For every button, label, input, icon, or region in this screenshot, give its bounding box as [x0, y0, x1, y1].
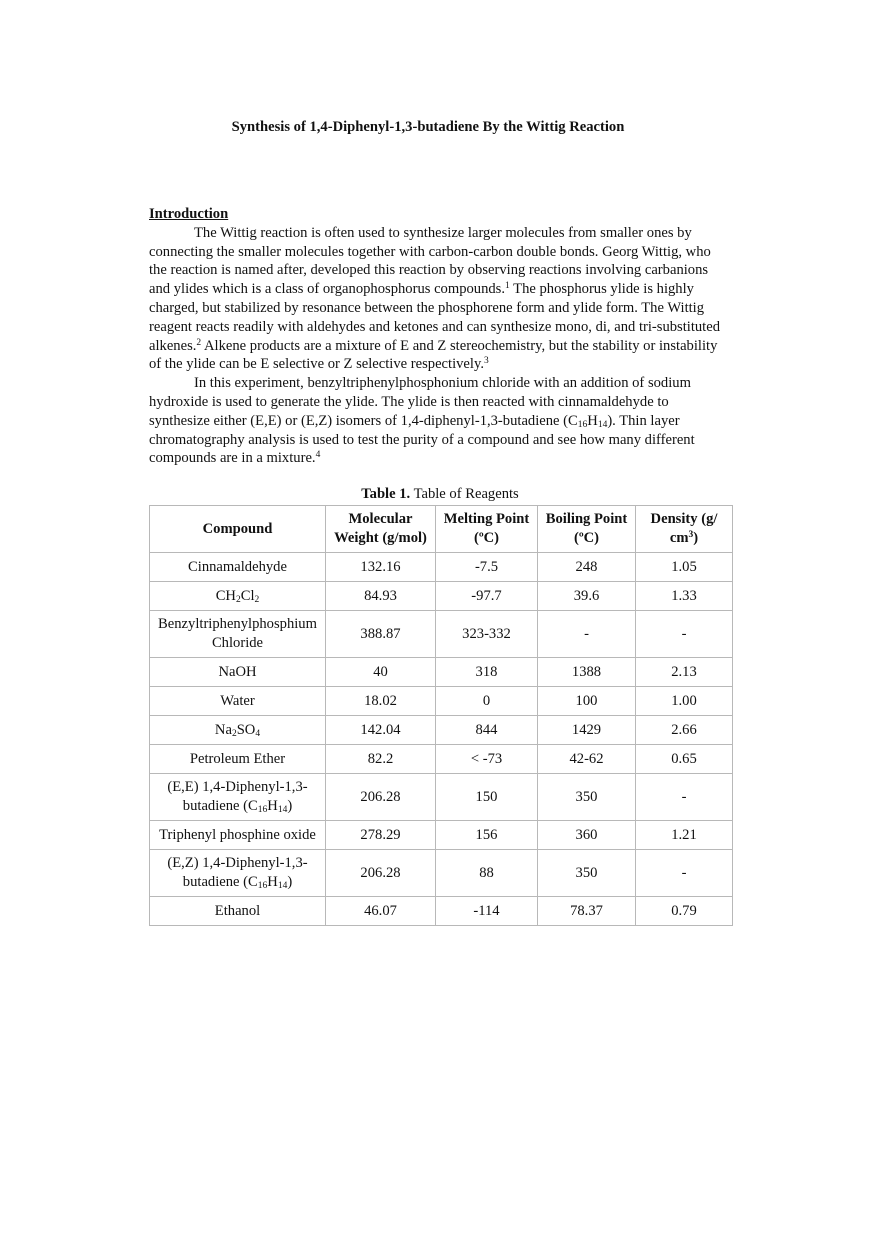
table-row — [150, 774, 733, 821]
density-cell: - — [636, 850, 733, 897]
melting-point-cell: -97.7 — [436, 582, 538, 611]
molecular-weight-cell: 84.93 — [326, 582, 436, 611]
melting-point-cell: 156 — [436, 821, 538, 850]
molecular-weight-cell: 206.28 — [326, 774, 436, 821]
molecular-weight-cell: 388.87 — [326, 611, 436, 658]
reference-3: 3 — [483, 356, 489, 367]
paragraph-text: Alkene products are a mixture of E and Z stereochemistry, but the stability or instability of the ylide can be E selective or Z selective respectively. — [149, 337, 718, 373]
melting-point-cell: 323-332 — [436, 611, 538, 658]
compound-cell: NaOH — [150, 658, 326, 687]
header-melting-point: Melting Point (ºC) — [436, 506, 538, 553]
table-caption-text: Table of Reagents — [410, 486, 519, 502]
molecular-weight-cell: 18.02 — [326, 687, 436, 716]
boiling-point-cell: 100 — [538, 687, 636, 716]
compound-cell: Cinnamaldehyde — [150, 553, 326, 582]
subscript: 14 — [597, 419, 608, 430]
paragraph-text: ). Thin layer chromatography analysis is used to test the purity of a compound and see how many different compounds are in a mixture. — [149, 412, 695, 467]
boiling-point-cell: 1429 — [538, 716, 636, 745]
molecular-weight-cell: 142.04 — [326, 716, 436, 745]
table-row — [150, 716, 733, 745]
melting-point-cell: -7.5 — [436, 553, 538, 582]
table-row — [150, 582, 733, 611]
subscript: 16 — [577, 419, 588, 430]
compound-cell: Ethanol — [150, 897, 326, 926]
density-cell: - — [636, 774, 733, 821]
density-cell: 2.66 — [636, 716, 733, 745]
molecular-weight-cell: 278.29 — [326, 821, 436, 850]
molecular-weight-cell: 132.16 — [326, 553, 436, 582]
boiling-point-cell: 1388 — [538, 658, 636, 687]
table-caption-label: Table 1. — [361, 486, 411, 502]
table-row — [150, 821, 733, 850]
melting-point-cell: -114 — [436, 897, 538, 926]
reference-2: 2 — [196, 337, 202, 348]
density-cell: 0.79 — [636, 897, 733, 926]
introduction-section — [149, 205, 731, 468]
melting-point-cell: 150 — [436, 774, 538, 821]
reference-1: 1 — [505, 281, 510, 292]
melting-point-cell: < -73 — [436, 745, 538, 774]
table-row — [150, 897, 733, 926]
header-boiling-point: Boiling Point (ºC) — [538, 506, 636, 553]
table-row — [150, 611, 733, 658]
paragraph-text: In this experiment, benzyltriphenylphosphonium chloride with an addition of sodium hydroxide is used to generate the ylide. The ylide is then reacted with cinnamaldehyde to synthesize either (E,E) or (E,Z) isomers of 1,4-diphenyl-1,3-butadiene (C — [149, 375, 691, 429]
table-row — [150, 850, 733, 897]
compound-cell: (E,E) 1,4-Diphenyl-1,3- butadiene $(C_{16}H_{14})$ — [150, 774, 326, 821]
table-header-row — [150, 506, 733, 553]
density-cell: 0.65 — [636, 745, 733, 774]
reference-4: 4 — [315, 450, 321, 461]
boiling-point-cell: 360 — [538, 821, 636, 850]
header-density: Density (g/ $cm^3$) — [636, 506, 733, 553]
compound-cell: Petroleum Ether — [150, 745, 326, 774]
compound-cell: Benzyltriphenylphosphium Chloride — [150, 611, 326, 658]
introduction-paragraph-2 — [149, 374, 731, 468]
boiling-point-cell: - — [538, 611, 636, 658]
boiling-point-cell: 248 — [538, 553, 636, 582]
density-cell: - — [636, 611, 733, 658]
density-cell: 1.33 — [636, 582, 733, 611]
compound-cell: (E,Z) 1,4-Diphenyl-1,3- butadiene $(C_{16}H_{14})$ — [150, 850, 326, 897]
table-caption — [149, 486, 731, 503]
introduction-paragraph-1 — [149, 224, 731, 374]
melting-point-cell: 0 — [436, 687, 538, 716]
introduction-heading: Introduction — [149, 206, 229, 222]
table-row — [150, 687, 733, 716]
molecular-weight-cell: 40 — [326, 658, 436, 687]
melting-point-cell: 844 — [436, 716, 538, 745]
document-title: Synthesis of 1,4-Diphenyl-1,3-butadiene By the Wittig Reaction — [231, 119, 625, 135]
table-row — [150, 553, 733, 582]
compound-cell: Water — [150, 687, 326, 716]
header-molecular-weight: Molecular Weight (g/mol) — [326, 506, 436, 553]
molecular-weight-cell: 206.28 — [326, 850, 436, 897]
formula-text: H — [587, 412, 598, 429]
boiling-point-cell: 350 — [538, 774, 636, 821]
compound-cell: $CH_2Cl_2$ — [150, 582, 326, 611]
table-row — [150, 745, 733, 774]
melting-point-cell: 318 — [436, 658, 538, 687]
molecular-weight-cell: 82.2 — [326, 745, 436, 774]
boiling-point-cell: 350 — [538, 850, 636, 897]
compound-cell: Triphenyl phosphine oxide — [150, 821, 326, 850]
molecular-weight-cell: 46.07 — [326, 897, 436, 926]
reagents-table — [149, 505, 733, 926]
paragraph-text: The Wittig reaction is often used to synthesize larger molecules from smaller ones by connecting the smaller molecules together with carbon-carbon double bonds. Georg Wittig, who the reaction is named after, developed this reaction by observing reactions involving carbanions and ylides which is a class of organophosphorus compounds. — [149, 224, 711, 298]
boiling-point-cell: 39.6 — [538, 582, 636, 611]
compound-cell: $Na_2SO_4$ — [150, 716, 326, 745]
boiling-point-cell: 42-62 — [538, 745, 636, 774]
density-cell: 1.00 — [636, 687, 733, 716]
density-cell: 1.05 — [636, 553, 733, 582]
melting-point-cell: 88 — [436, 850, 538, 897]
density-cell: 2.13 — [636, 658, 733, 687]
density-cell: 1.21 — [636, 821, 733, 850]
boiling-point-cell: 78.37 — [538, 897, 636, 926]
table-row — [150, 658, 733, 687]
paragraph-text: The phosphorus ylide is highly charged, but stabilized by resonance between the phosphorene form and ylide form. The Wittig reagent reacts readily with aldehydes and ketones and can synthesize mono, di, and tri-substituted alkenes. — [149, 281, 721, 354]
header-compound: Compound — [150, 506, 326, 553]
